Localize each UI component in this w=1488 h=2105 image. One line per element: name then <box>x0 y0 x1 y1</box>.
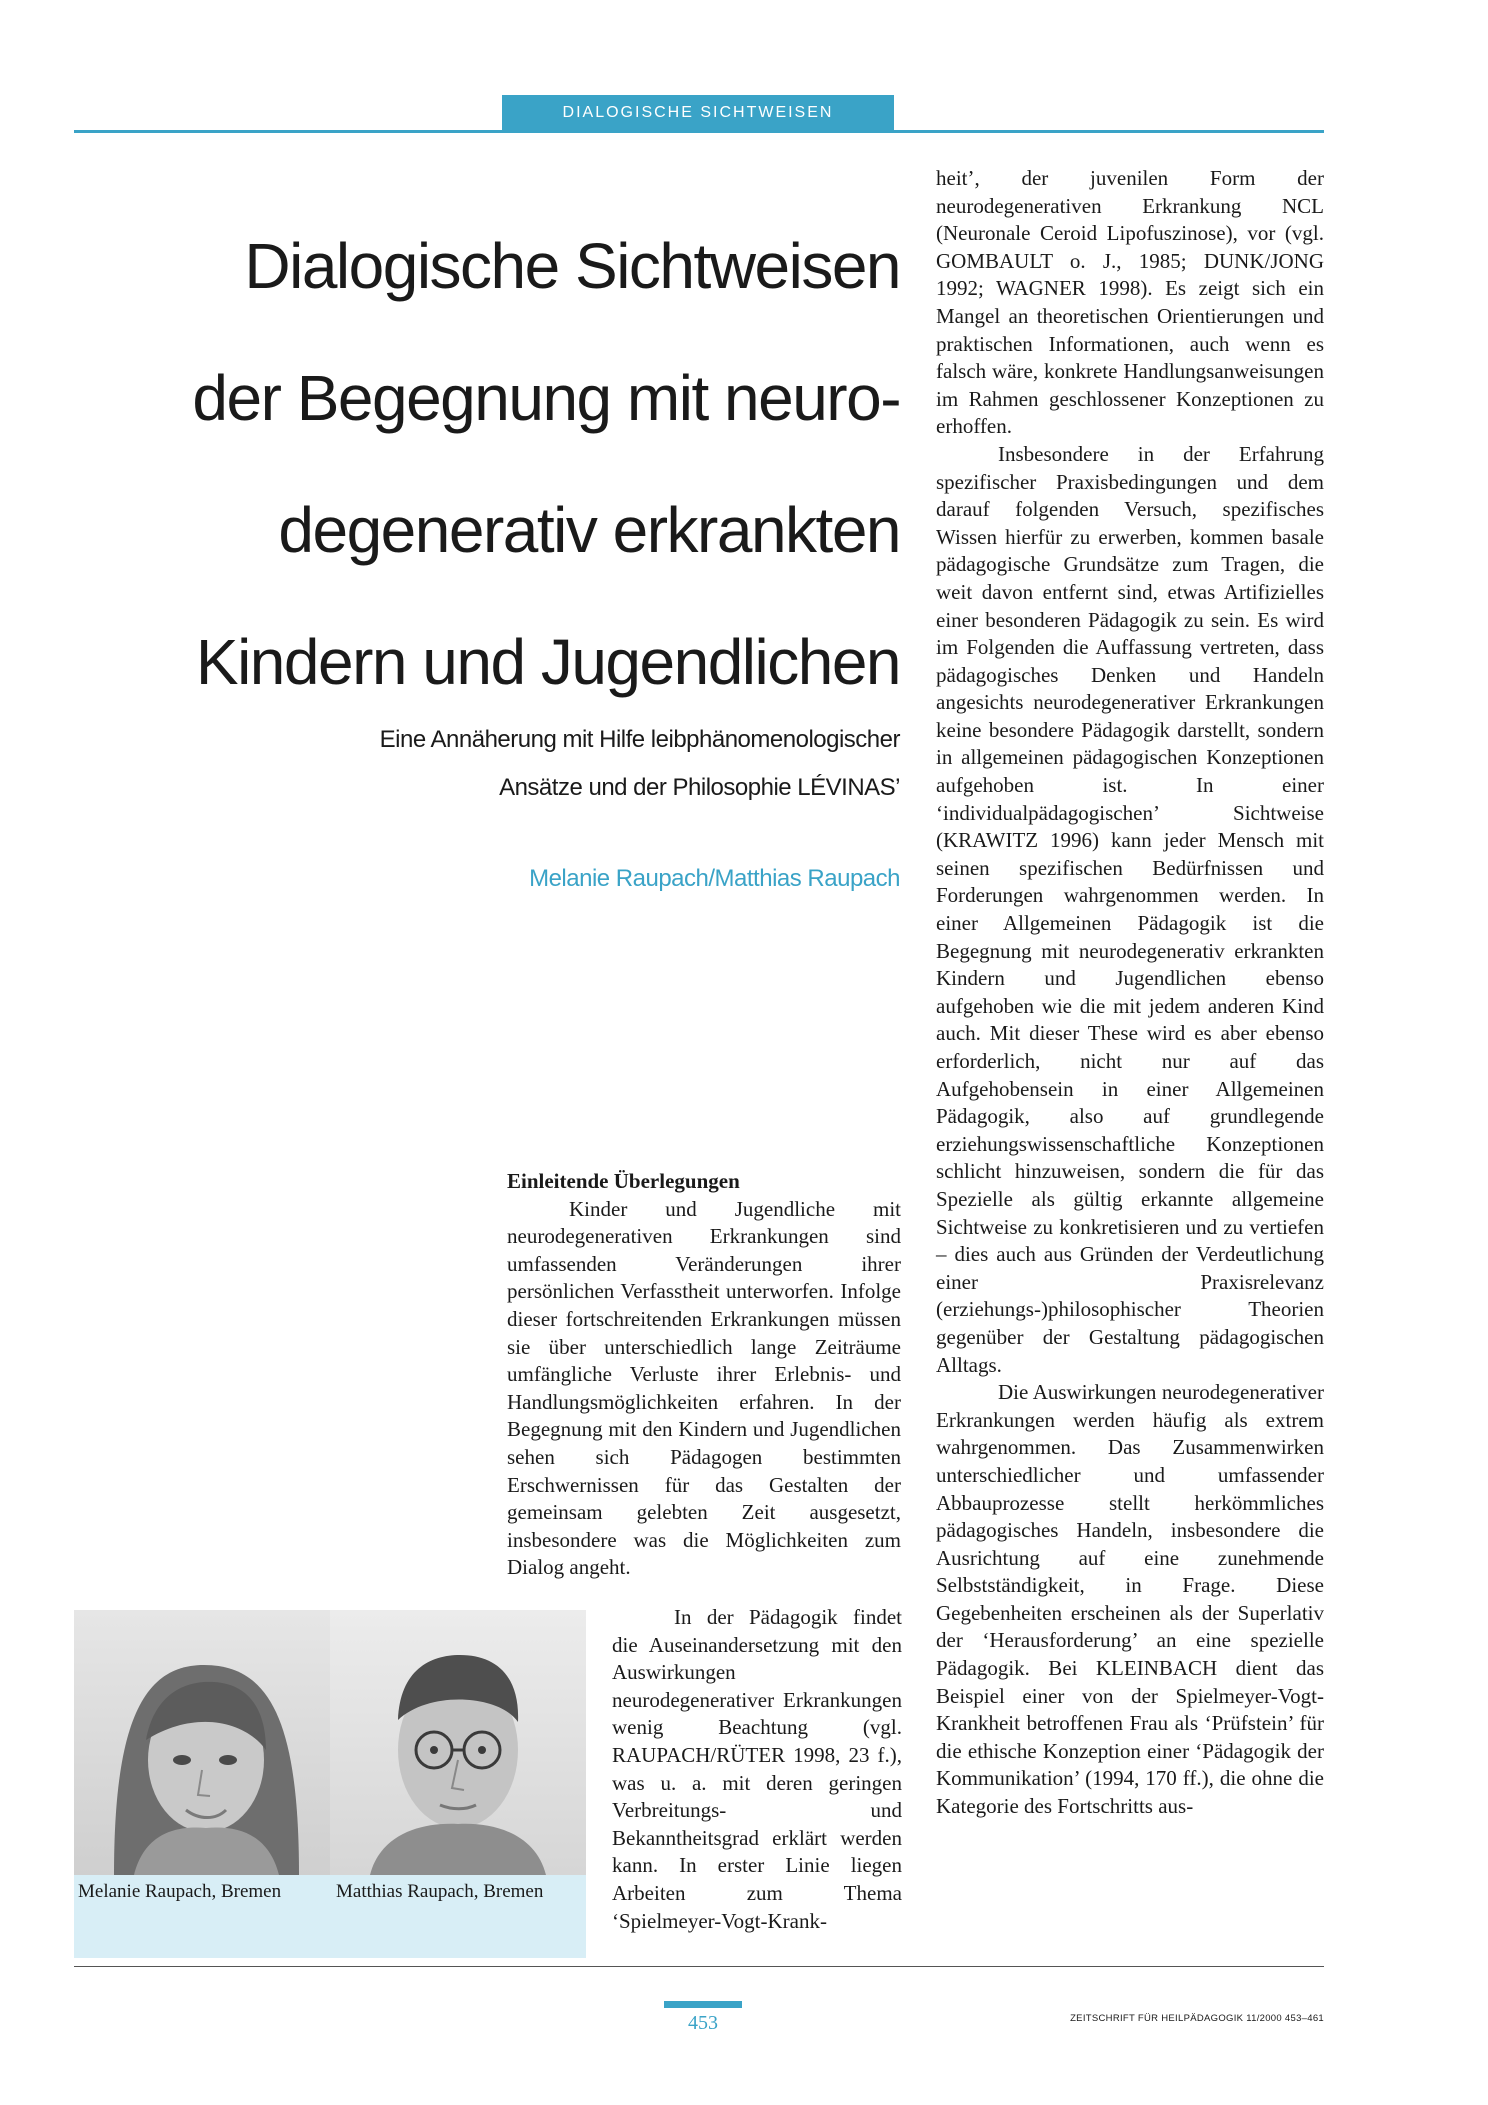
paragraph: Kinder und Jugendliche mit neurodegenerativen Erkrankungen sind umfassenden Veränderungen ihrer persönlichen Verfasstheit unterworfen. Infolge dieser fortschreitenden Erkrankungen müssen sie über unterschiedlich lange Zeiträume umfängliche Verluste ihrer Erlebnis- und Handlungsmöglichkeiten erfahren. In der Begegnung mit den Kindern und Jugendlichen sehen sich Pädagogen bestimmten Erschwernissen für das Gestalten der gemeinsam gelebten Zeit ausgesetzt, insbesondere was die Möglichkeiten zum Dialog angeht. <box>507 1196 901 1580</box>
title-line: der Begegnung mit neuro- <box>192 362 900 434</box>
title-line: Dialogische Sichtweisen <box>244 230 900 302</box>
footer-rule <box>74 1966 1324 1967</box>
section-heading: Einleitende Überlegungen <box>507 1169 740 1193</box>
section-label: DIALOGISCHE SICHTWEISEN <box>562 103 834 121</box>
right-column <box>936 165 1324 1821</box>
portrait-image <box>74 1610 330 1875</box>
article-title <box>90 200 900 728</box>
author-photo-matthias <box>330 1610 586 1875</box>
photo-caption: Melanie Raupach, Bremen <box>78 1881 282 1902</box>
paragraph: Die Auswirkungen neurodegenerativer Erkrankungen werden häufig als extrem wahrgenommen. Das Zusammenwirken unterschiedlicher und umfassender Abbauprozesse stellt herkömmliches pädagogisches Handeln, insbesondere die Ausrichtung auf eine zunehmende Selbstständigkeit, in Frage. Diese Gegebenheiten erscheinen als der Superlativ der ‘Herausforderung’ an eine spezielle Pädagogik. Bei KLEINBACH dient das Beispiel einer von der Spielmeyer-Vogt-Krankheit betroffenen Frau als ‘Prüfstein’ für die ethische Konzeption einer ‘Pädagogik der Kommunikation’ (1994, 170 ff.), die ohne die Kategorie des Fortschritts aus- <box>936 1380 1324 1819</box>
header-rule <box>74 130 1324 133</box>
page-number-tab <box>664 2001 742 2008</box>
author-photo-melanie <box>74 1610 330 1875</box>
subtitle-line: Ansätze und der Philosophie LÉVINAS’ <box>499 774 900 801</box>
narrow-column <box>612 1604 902 1935</box>
article-subtitle <box>170 716 900 812</box>
journal-reference: ZEITSCHRIFT FÜR HEILPÄDAGOGIK 11/2000 453–461 <box>1070 2013 1324 2024</box>
paragraph: Insbesondere in der Erfahrung spezifischer Praxisbedingungen und dem darauf folgenden Versuch, spezifisches Wissen hierfür zu erwerben, kommen basale pädagogische Grundsätze zum Tragen, die weit davon entfernt sind, etwas Artifizielles einer besonderen Pädagogik zu sein. Es wird im Folgenden die Auffassung vertreten, dass pädagogisches Denken und Handeln angesichts neurodegenerativer Erkrankungen keine besondere Pädagogik darstellt, sondern in allgemeinen pädagogischen Konzeptionen aufgehoben ist. In einer ‘individualpädagogischen’ Sichtweise (KRAWITZ 1996) kann jeder Mensch mit seinen spezifischen Bedürfnissen und Forderungen wahrgenommen werden. In einer Allgemeinen Pädagogik ist die Begegnung mit neurodegenerativ erkrankten Kindern und Jugendlichen ebenso aufgehoben wie die mit jedem anderen Kind auch. Mit dieser These wird es aber ebenso erforderlich, nicht nur auf das Aufgehobensein in einer Allgemeinen Pädagogik, also auf grundlegende erziehungswissenschaftliche Konzeptionen schlicht hinzuweisen, sondern die für das Spezielle als gültig erkannte allgemeine Sichtweise zu konkretisieren und zu vertiefen – dies auch aus Gründen der Verdeutlichung einer Praxisrelevanz (erziehungs-)philosophischer Theorien gegenüber der Gestaltung pädagogischen Alltags. <box>936 441 1324 1377</box>
title-line: degenerativ erkrankten <box>278 494 900 566</box>
paragraph: heit’, der juvenilen Form der neurodegenerativen Erkrankung NCL (Neuronale Ceroid Lipofuszinose), vor (vgl. GOMBAULT o. J., 1985; DUNK/JONG 1992; WAGNER 1998). Es zeigt sich ein Mangel an theoretischen Orientierungen und praktischen Informationen, auch wenn es falsch wäre, konkrete Handlungsanweisungen im Rahmen geschlossener Konzeptionen zu erhoffen. <box>936 166 1324 439</box>
photo-caption: Matthias Raupach, Bremen <box>336 1881 544 1902</box>
page-number: 453 <box>688 2012 718 2034</box>
portrait-image <box>330 1610 586 1875</box>
section-header-tab <box>502 95 894 130</box>
paragraph: In der Pädagogik findet die Auseinandersetzung mit den Auswirkungen neurodegenerativer Erkrankungen wenig Beachtung (vgl. RAUPACH/RÜTER 1998, 23 f.), was u. a. mit deren geringen Verbreitungs- und Bekanntheitsgrad erklärt werden kann. In erster Linie liegen Arbeiten zum Thema ‘Spielmeyer-Vogt-Krank- <box>612 1605 902 1933</box>
title-line: Kindern und Jugendlichen <box>195 626 900 698</box>
subtitle-line: Eine Annäherung mit Hilfe leibphänomenologischer <box>379 726 900 753</box>
intro-column <box>507 1168 901 1582</box>
article-authors: Melanie Raupach/Matthias Raupach <box>529 865 900 892</box>
